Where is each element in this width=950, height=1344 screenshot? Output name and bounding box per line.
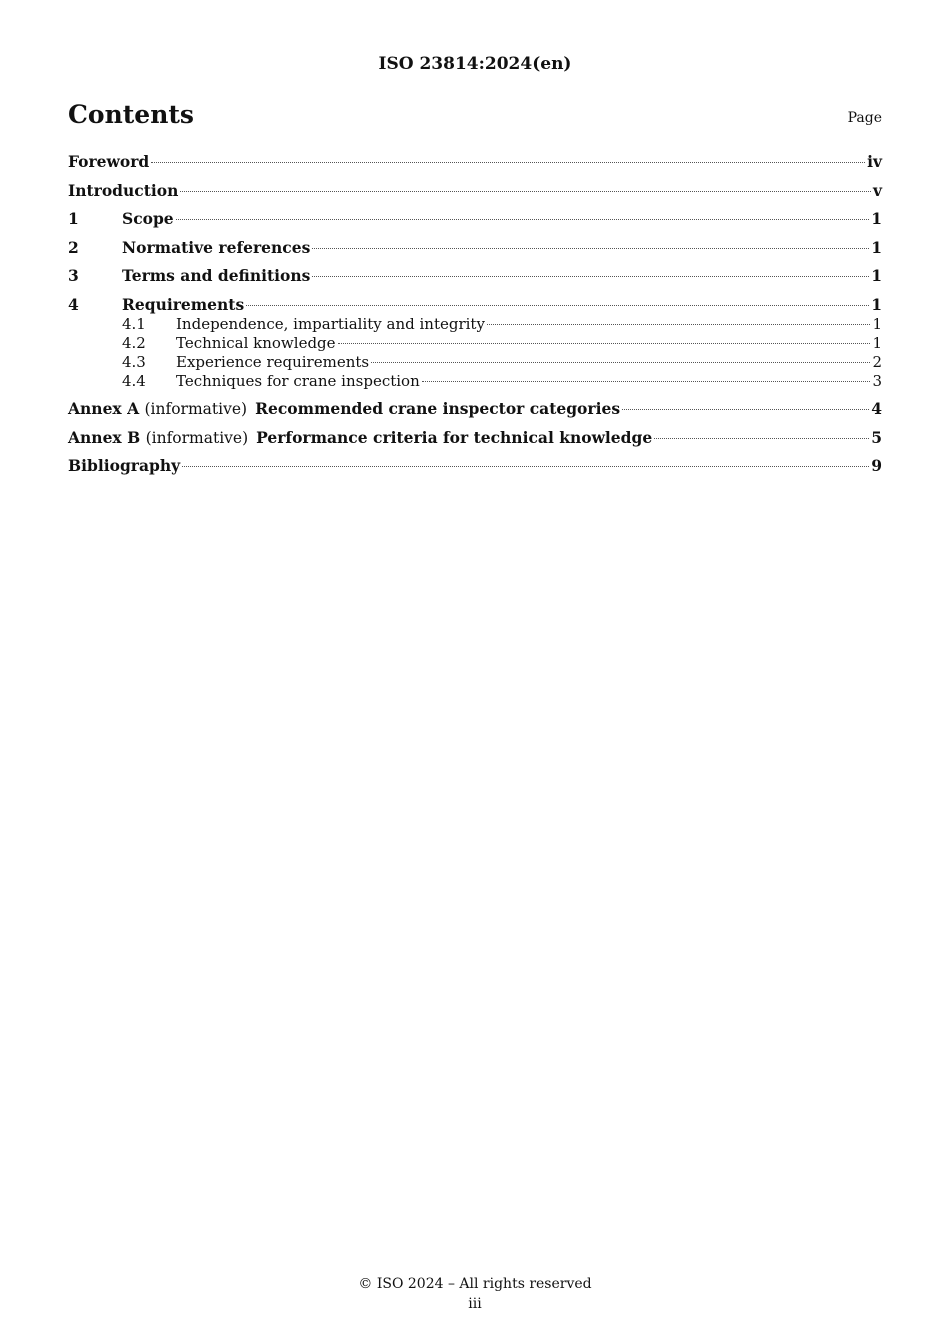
dot-leader [151, 161, 865, 163]
toc-entry-title: Terms and definitions [122, 266, 311, 285]
dot-leader [176, 218, 870, 220]
annex-label: Annex B [68, 427, 141, 447]
toc-subentry-experience-requirements[interactable] [68, 353, 882, 372]
toc-entry-title: Foreword [68, 152, 150, 171]
dot-leader [371, 361, 870, 363]
toc-entry-title: Introduction [68, 180, 179, 200]
toc-entry-page: 1 [872, 314, 882, 333]
annex-label: Annex A [68, 399, 140, 418]
toc-entry-page: 1 [871, 266, 882, 285]
toc-entry-number: 4 [68, 294, 79, 314]
toc-subentry-technical-knowledge[interactable] [68, 334, 882, 353]
toc-entry-page: 1 [871, 209, 882, 228]
toc-entry-title: Independence, impartiality and integrity [176, 314, 485, 333]
toc-entry-bibliography[interactable] [68, 456, 882, 476]
toc-entry-number: 4.3 [122, 352, 146, 371]
toc-entry-page: 5 [871, 427, 882, 447]
toc-entry-number: 1 [68, 209, 79, 228]
toc-entry-page: 9 [871, 456, 882, 475]
dot-leader [338, 342, 871, 344]
dot-leader [312, 275, 869, 277]
dot-leader [487, 323, 871, 325]
toc-entry-number: 4.2 [122, 333, 146, 352]
toc-entry-title: Performance criteria for technical knowledge [256, 427, 653, 447]
toc-entry-page: 3 [872, 371, 882, 390]
toc-entry-title: Scope [122, 209, 174, 228]
dot-leader [246, 304, 869, 306]
toc-entry-page: iv [867, 152, 882, 171]
toc-entry-annex-a[interactable] [68, 399, 882, 419]
document-id-header: ISO 23814:2024(en) [378, 54, 572, 74]
toc-entry-title: Technical knowledge [176, 333, 336, 352]
toc-entry-page: v [872, 180, 882, 200]
toc-entry-number: 4.4 [122, 371, 146, 390]
toc-entry-page: 1 [872, 333, 882, 352]
table-of-contents [68, 152, 882, 485]
toc-entry-number: 4.1 [122, 314, 146, 333]
toc-entry-page: 1 [871, 237, 882, 257]
dot-leader [422, 380, 871, 382]
toc-entry-number: 2 [68, 237, 79, 257]
toc-entry-title: Bibliography [68, 456, 181, 475]
toc-entry-scope[interactable] [68, 209, 882, 229]
toc-entry-normative-references[interactable] [68, 238, 882, 258]
toc-entry-terms-and-definitions[interactable] [68, 266, 882, 286]
dot-leader [622, 408, 869, 410]
toc-entry-title: Techniques for crane inspection [176, 371, 420, 390]
toc-entry-number: 3 [68, 266, 79, 285]
contents-title: Contents [68, 100, 195, 129]
toc-entry-page: 2 [872, 352, 882, 371]
toc-entry-title: Normative references [122, 237, 311, 257]
toc-entry-annex-b[interactable] [68, 428, 882, 448]
annex-type: (informative) [144, 400, 248, 418]
toc-entry-title: Recommended crane inspector categories [255, 399, 621, 418]
page-number: iii [468, 1296, 482, 1312]
dot-leader [312, 247, 869, 249]
page-column-label: Page [847, 110, 882, 126]
dot-leader [654, 437, 869, 439]
page-footer [0, 1276, 950, 1312]
toc-entry-foreword[interactable] [68, 152, 882, 172]
toc-entry-page: 1 [871, 294, 882, 314]
toc-subentry-independence[interactable] [68, 315, 882, 334]
toc-entry-title: Experience requirements [176, 352, 370, 371]
dot-leader [180, 190, 871, 192]
toc-subentry-crane-inspection-techniques[interactable] [68, 372, 882, 391]
annex-type: (informative) [145, 428, 249, 447]
toc-entry-page: 4 [871, 399, 882, 418]
copyright-notice: © ISO 2024 – All rights reserved [358, 1276, 592, 1292]
toc-entry-requirements[interactable] [68, 295, 882, 315]
toc-entry-introduction[interactable] [68, 181, 882, 201]
toc-entry-title: Requirements [122, 294, 245, 314]
dot-leader [182, 465, 869, 467]
